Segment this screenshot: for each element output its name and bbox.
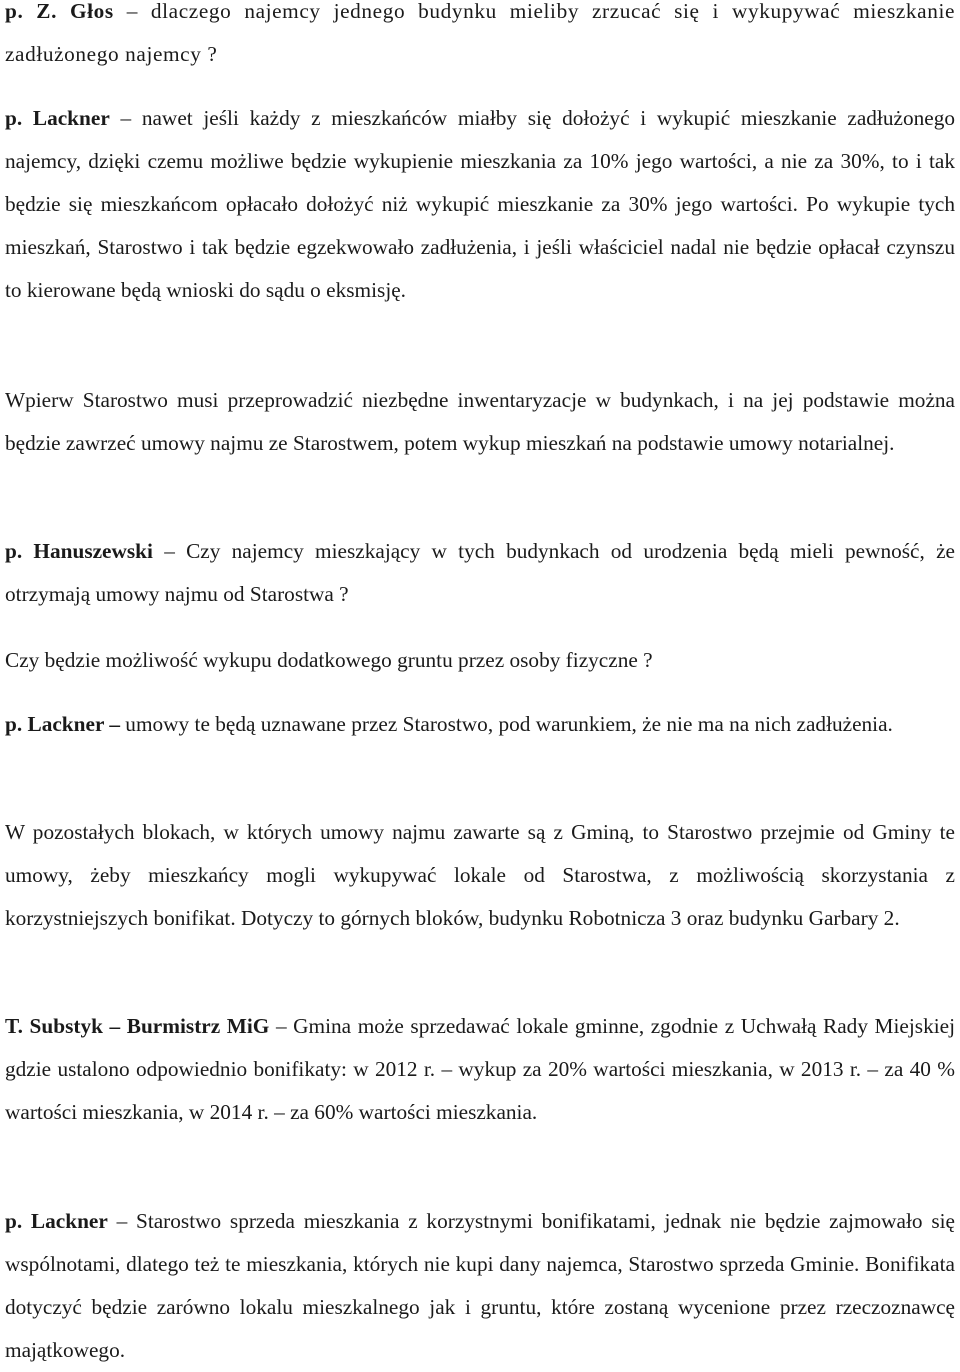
speaker-name: p. Lackner — [5, 106, 110, 130]
paragraph-3 — [5, 379, 955, 465]
paragraph-text: – nawet jeśli każdy z mieszkańców miałby się dołożyć i wykupić mieszkanie zadłużonego najemcy, dzięki czemu możliwe będzie wykupienie mieszkania za 10% jego wartości, a nie za 30%, to i tak będzie się mieszkańcom opłacało dołożyć niż wykupić mieszkanie za 30% jego wartości. Po wykupie tych mieszkań, Starostwo i tak będzie egzekwowało zadłużenia, i jeśli właściciel nadal nie będzie opłacał czynszu to kierowane będą wnioski do sądu o eksmisję. — [5, 106, 955, 302]
paragraph-text: Wpierw Starostwo musi przeprowadzić niezbędne inwentaryzacje w budynkach, i na jej podstawie można będzie zawrzeć umowy najmu ze Starostwem, potem wykup mieszkań na podstawie umowy notarialnej. — [5, 388, 955, 455]
paragraph-8 — [5, 1005, 955, 1134]
paragraph-text: umowy te będą uznawane przez Starostwo, pod warunkiem, że nie ma na nich zadłużenia. — [119, 712, 893, 736]
speaker-name: p. Hanuszewski — [5, 539, 153, 563]
paragraph-text: – Czy najemcy mieszkający w tych budynkach od urodzenia będą mieli pewność, że otrzymają umowy najmu od Starostwa ? — [5, 539, 955, 606]
speaker-name: p. Lackner — [5, 1209, 108, 1233]
paragraph-4 — [5, 530, 955, 616]
paragraph-text: – Gmina może sprzedawać lokale gminne, zgodnie z Uchwałą Rady Miejskiej gdzie ustalono odpowiednio bonifikaty: w 2012 r. – wykup za 20% wartości mieszkania, w 2013 r. – za 40 % wartości mieszkania, w 2014 r. – za 60% wartości mieszkania. — [5, 1014, 955, 1124]
speaker-name: p. Lackner – — [5, 712, 120, 736]
paragraph-text: W pozostałych blokach, w których umowy najmu zawarte są z Gminą, to Starostwo przejmie od Gminy te umowy, żeby mieszkańcy mogli wykupywać lokale od Starostwa, z możliwością skorzystania z korzystniejszych bonifikat. Dotyczy to górnych bloków, budynku Robotnicza 3 oraz budynku Garbary 2. — [5, 820, 955, 930]
paragraph-6 — [5, 703, 955, 746]
speaker-name: p. Z. Głos — [5, 0, 114, 23]
paragraph-2 — [5, 97, 955, 312]
paragraph-5 — [5, 639, 955, 682]
paragraph-7 — [5, 811, 955, 940]
paragraph-text: – Starostwo sprzeda mieszkania z korzystnymi bonifikatami, jednak nie będzie zajmowało się wspólnotami, dlatego też te mieszkania, których nie kupi dany najemca, Starostwo sprzeda Gminie. Bonifikata dotyczyć będzie zarówno lokalu mieszkalnego jak i gruntu, które zostaną wycenione przez rzeczoznawcę majątkowego. — [5, 1209, 955, 1362]
paragraph-text: – dlaczego najemcy jednego budynku mieliby zrzucać się i wykupywać mieszkanie zadłużonego najemcy ? — [5, 0, 956, 66]
paragraph-9 — [5, 1200, 955, 1372]
paragraph-text: Czy będzie możliwość wykupu dodatkowego gruntu przez osoby fizyczne ? — [5, 648, 653, 672]
paragraph-1 — [5, 0, 955, 76]
speaker-name: T. Substyk – Burmistrz MiG — [5, 1014, 270, 1038]
